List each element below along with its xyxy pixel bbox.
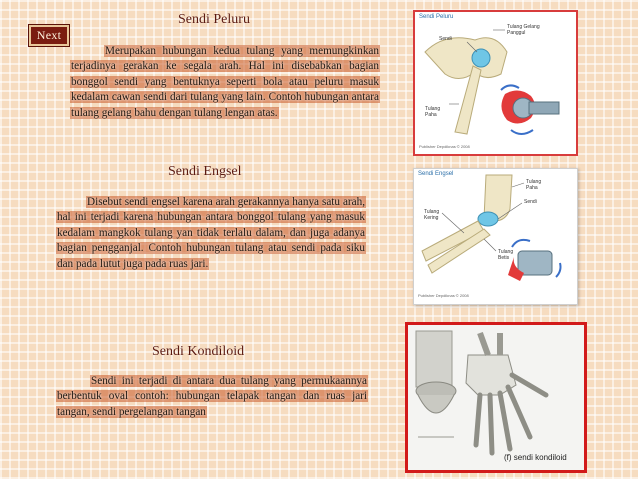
paragraph-sendi-peluru: Merupakan hubungan kedua tulang yang memungkinkan terjadinya gerakan ke segala arah. Hal ini disebabkan bagian bonggol sendi yang bentuknya seperti bola atau peluru masuk kedalam cawan sendi dari tulang yang lain. Contoh hubungan antara tulang gelang bahu dengan tulang lengan atas. [71, 45, 379, 119]
figure-sendi-engsel [413, 168, 578, 305]
label-tulang-gelang: Tulang Gelang Panggul [507, 24, 540, 36]
label-sendi: Sendi [524, 199, 537, 205]
heading-sendi-kondiloid: Sendi Kondiloid [152, 344, 245, 359]
elbow-joint-illustration [414, 169, 577, 304]
figure-title: Sendi Engsel [418, 171, 454, 177]
label-tulang-betis: Tulang Betis [498, 249, 514, 261]
heading-sendi-peluru: Sendi Peluru [178, 12, 250, 27]
figure-credit: Publisher Depdiknas © 2008 [419, 144, 470, 149]
paragraph-sendi-kondiloid: Sendi ini terjadi di antara dua tulang yang permukaannya berbentuk oval contoh: hubungan telapak tangan dan ruas jari tangan, sendi pergelangan tangan [57, 375, 367, 418]
wrist-joint-illustration [408, 325, 584, 470]
label-sendi: Sendi [439, 36, 452, 42]
label-tulang-kering: Tulang Kering [424, 209, 440, 221]
figure-title: Sendi Peluru [419, 14, 454, 20]
label-tulang-paha: Tulang Paha [425, 106, 441, 118]
figure-caption: (f) sendi kondiloid [504, 453, 567, 462]
hip-joint-illustration [415, 12, 576, 154]
figure-credit: Publisher Depdiknas © 2008 [418, 293, 469, 298]
figure-sendi-peluru [413, 10, 578, 156]
paragraph-sendi-engsel: Disebut sendi engsel karena arah gerakannya hanya satu arah, hal ini terjadi karena hubungan antara bonggol tulang yang masuk kedalam mangkok tulang yan tidak terlalu dalam, dan juga adanya bagian pengganjal. Contoh hubungan tulang atau sendi pada siku dan pada lutut juga pada ruas jari. [57, 196, 365, 270]
heading-sendi-engsel: Sendi Engsel [168, 164, 242, 179]
label-tulang-paha: Tulang Paha [526, 179, 542, 191]
figure-sendi-kondiloid [405, 322, 587, 473]
next-button[interactable]: Next [29, 25, 69, 46]
